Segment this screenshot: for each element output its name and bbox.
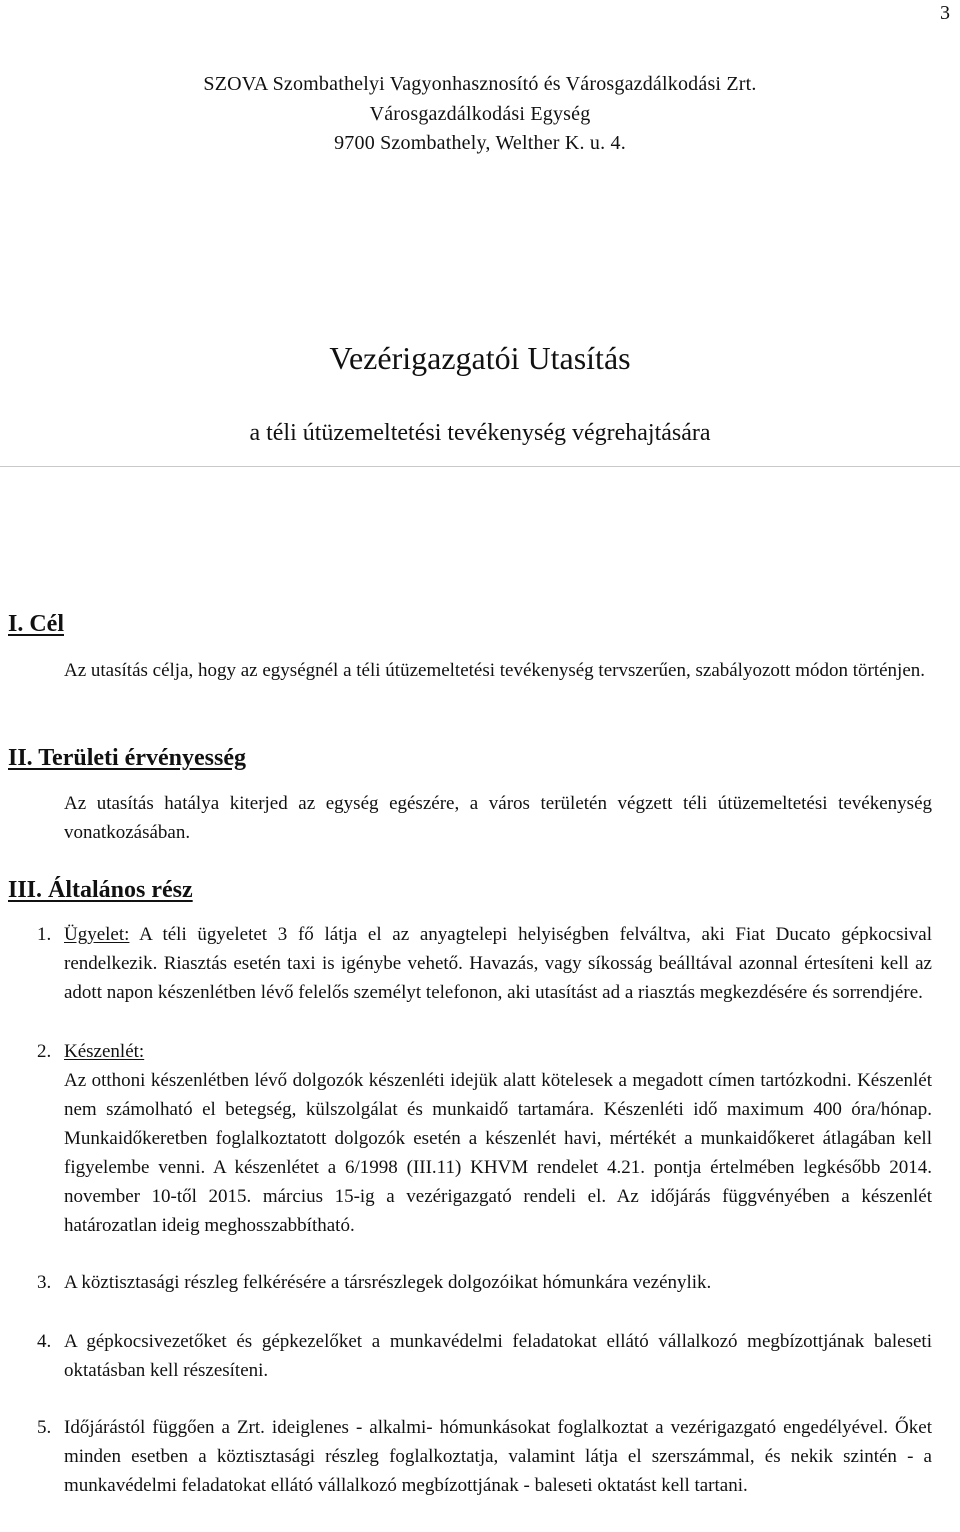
document-title: Vezérigazgatói Utasítás <box>329 340 631 376</box>
section-text-cel: Az utasítás célja, hogy az egységnél a téli útüzemeltetési tevékenység tervszerűen, szabályozott módon történjen. <box>64 660 926 681</box>
section-text-teruleti: Az utasítás hatálya kiterjed az egység egészére, a város területén végzett téli útüzemeltetési tevékenység vonatkozásában. <box>64 793 932 843</box>
item-text: Az otthoni készenlétben lévő dolgozók készenléti idejük alatt kötelesek a megadott címen tartózkodni. Készenlét nem számolható el betegség, külszolgálat és munkaidő tartamára. Készenléti idő maximum 400 óra/hónap. Munkaidőkeretben foglalkoztatott dolgozók esetén a készenlét havi, mértékét a munkaidőkeret átlagában kell figyelembe venni. A készenlétet a 6/1998 (III.11) KHVM rendelet 4.21. pontja értelmében legkésőbb 2014. november 10-től 2015. március 15-ig a vezérigazgató rendeli el. Az időjárás függvényében a készenlét határozatlan ideig meghosszabbítható. <box>64 1070 932 1236</box>
list-item <box>64 1037 932 1240</box>
section-heading-teruleti: II. Területi érvényesség <box>8 745 246 771</box>
unit-name: Városgazdálkodási Egység <box>369 103 591 125</box>
list-item: Időjárástól függően a Zrt. ideiglenes - alkalmi- hómunkásokat foglalkoztat a vezérigazgató engedélyével. Őket minden esetben a köztisztasági részleg foglalkoztatja, valamint látja el szerszámmal, és nekik szintén - a munkavédelmi feladatokat ellátó vállalkozó megbízottjának - baleseti oktatást kell tartani. <box>64 1417 932 1496</box>
page-number: 3 <box>940 2 950 24</box>
item-number: 4. <box>37 1331 52 1352</box>
list-item: A gépkocsivezetőket és gépkezelőket a munkavédelmi feladatokat ellátó vállalkozó megbízottjának baleseti oktatásban kell részesíteni. <box>64 1331 932 1381</box>
company-address: 9700 Szombathely, Welther K. u. 4. <box>334 132 626 154</box>
item-number: 1. <box>37 924 52 945</box>
item-number: 3. <box>37 1272 52 1293</box>
item-text: A téli ügyeletet 3 fő látja el az anyagtelepi helyiségben felváltva, aki Fiat Ducato gépkocsival rendelkezik. Riasztás esetén taxi is igénybe vehető. Havazás, vagy síkosság beálltával azonnal értesíteni kell az adott napon készenlétben lévő felelős személyt telefonon, aki utasítást ad a riasztás megkezdésére és sorrendjére. <box>64 924 932 1003</box>
title-divider <box>0 466 960 467</box>
list-item: A köztisztasági részleg felkérésére a társrészlegek dolgozóikat hómunkára vezénylik. <box>64 1272 712 1293</box>
item-label: Készenlét: <box>64 1041 145 1062</box>
company-name: SZOVA Szombathelyi Vagyonhasznosító és Városgazdálkodási Zrt. <box>203 73 757 95</box>
section-heading-altalanos: III. Általános rész <box>8 877 193 903</box>
section-heading-cel: I. Cél <box>8 611 64 637</box>
document-subtitle: a téli útüzemeltetési tevékenység végrehajtására <box>249 420 711 446</box>
item-label: Ügyelet: <box>64 924 130 945</box>
item-number: 2. <box>37 1041 52 1062</box>
list-item <box>64 920 932 1007</box>
item-number: 5. <box>37 1417 52 1438</box>
